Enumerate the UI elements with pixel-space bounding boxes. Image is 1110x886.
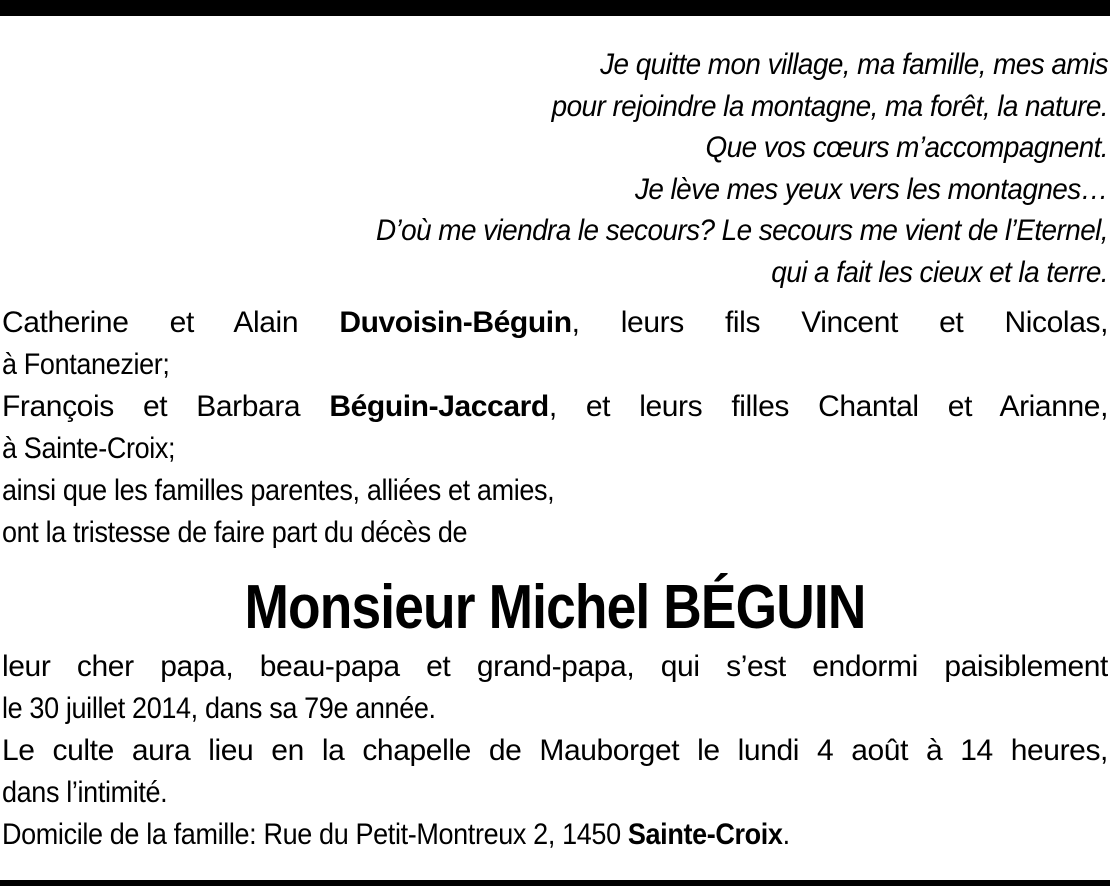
details-line: dans l’intimité. bbox=[2, 776, 168, 809]
poem-line: Que vos cœurs m’accompagnent. bbox=[705, 131, 1108, 165]
details-line-text: . bbox=[782, 818, 790, 851]
details-line bbox=[2, 814, 997, 856]
details-line: Le culte aura lieu en la chapelle de Mauborget le lundi 4 août à 14 heures, bbox=[2, 734, 1108, 767]
family-surname: Duvoisin-Béguin bbox=[339, 306, 572, 339]
family-line bbox=[2, 302, 1108, 344]
family-surname: Béguin-Jaccard bbox=[329, 390, 549, 423]
details-place: Sainte-Croix bbox=[627, 818, 783, 851]
family-line: à Fontanezier; bbox=[2, 348, 170, 381]
deceased-name-heading: Monsieur Michel BÉGUIN bbox=[244, 573, 866, 642]
bottom-rule bbox=[0, 880, 1110, 886]
service-details bbox=[2, 646, 1108, 856]
family-line: ainsi que les familles parentes, alliées et amies, bbox=[2, 474, 555, 507]
family-line-text: Catherine et Alain bbox=[2, 306, 299, 339]
top-rule bbox=[0, 0, 1110, 16]
family-line: à Sainte-Croix; bbox=[2, 432, 176, 465]
details-line-text: Domicile de la famille: Rue du Petit-Montreux 2, 1450 bbox=[2, 818, 621, 851]
family-announcement bbox=[2, 302, 1108, 554]
poem-line: Je lève mes yeux vers les montagnes… bbox=[634, 172, 1108, 206]
family-line-text: , leurs fils Vincent et Nicolas, bbox=[571, 306, 1108, 339]
poem-line: pour rejoindre la montagne, ma forêt, la nature. bbox=[551, 89, 1108, 123]
family-line-text: François et Barbara bbox=[2, 390, 301, 423]
poem-verse bbox=[178, 44, 1108, 294]
poem-line: Je quitte mon village, ma famille, mes amis bbox=[600, 48, 1108, 81]
poem-line: D’où me viendra le secours? Le secours me vient de l’Eternel, bbox=[375, 214, 1108, 248]
details-line: le 30 juillet 2014, dans sa 79e année. bbox=[2, 692, 436, 725]
details-line: leur cher papa, beau-papa et grand-papa, qui s’est endormi paisiblement bbox=[2, 650, 1108, 683]
family-line: ont la tristesse de faire part du décès de bbox=[2, 516, 468, 549]
family-line bbox=[2, 386, 1108, 428]
poem-line: qui a fait les cieux et la terre. bbox=[771, 255, 1108, 289]
family-line-text: , et leurs filles Chantal et Arianne, bbox=[548, 390, 1108, 423]
